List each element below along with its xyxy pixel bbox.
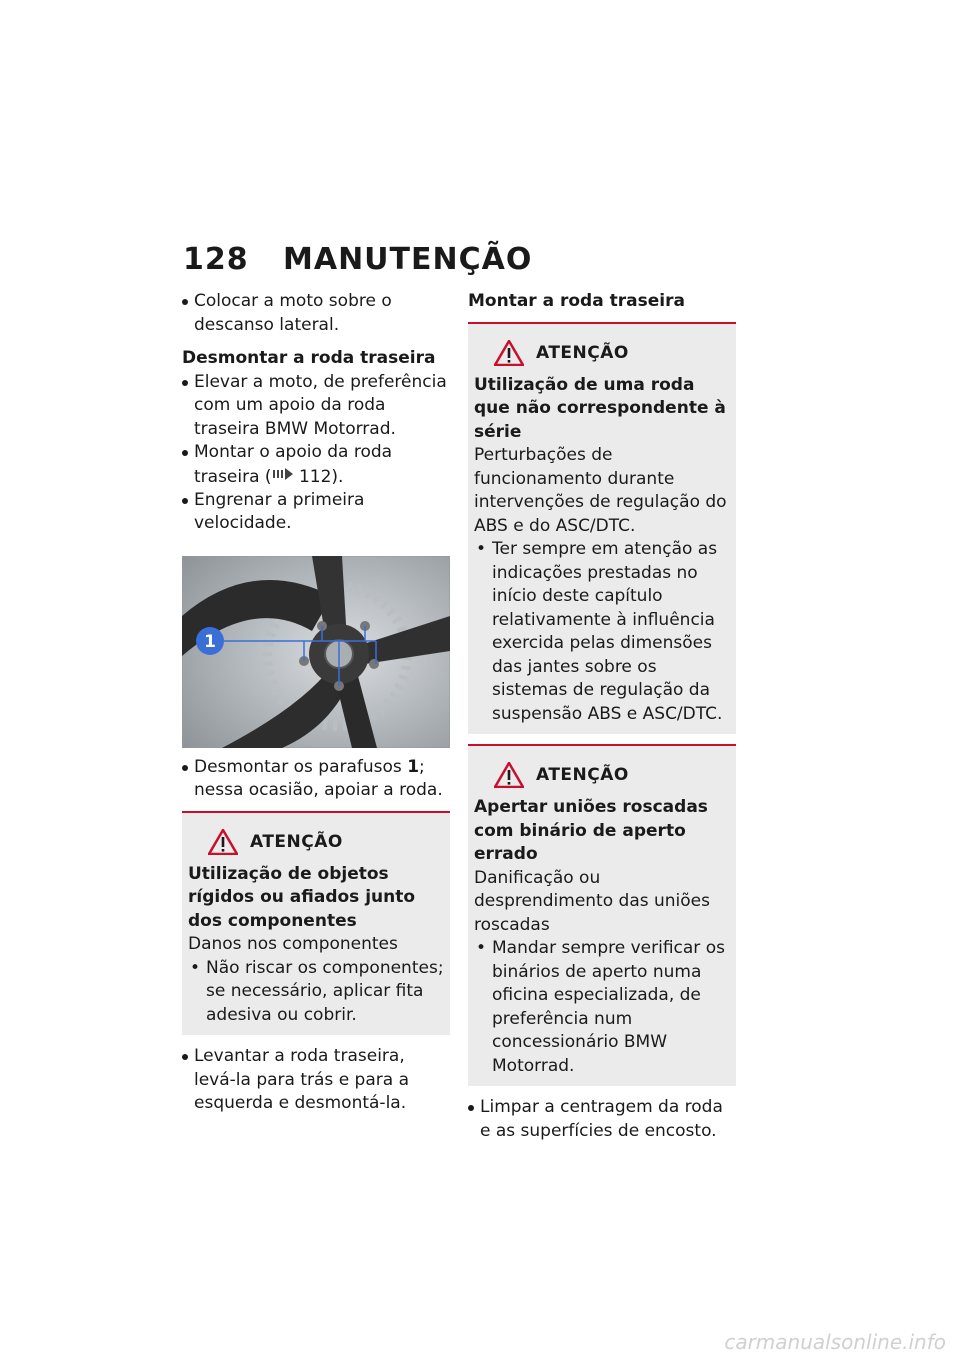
lift-remove-bullet: Levantar a roda traseira, levá-la para trás e para a esquerda e desmontá-la. <box>182 1045 450 1116</box>
watermark: carmanualsonline.info <box>724 1330 946 1354</box>
section-title: MANUTENÇÃO <box>283 242 533 277</box>
right-column <box>468 290 736 1143</box>
warning-text: Perturbações de funcionamento durante intervenções de regulação do ABS e do ASC/DTC. <box>474 445 727 536</box>
warning-subtitle: Utilização de objetos rígidos ou afiados junto dos componentes <box>188 863 416 931</box>
left-column <box>182 290 450 1116</box>
screws-bullet <box>182 756 450 803</box>
screws-ref: 1 <box>407 756 420 777</box>
intro-bullet: Colocar a moto sobre o descanso lateral. <box>182 290 450 337</box>
screws-text: Desmontar os parafusos <box>194 756 408 777</box>
warning-title: ATENÇÃO <box>250 831 343 852</box>
install-wheel-heading: Montar a roda traseira <box>468 291 685 311</box>
warning-header <box>188 829 444 855</box>
warning-text: Danos nos componentes <box>188 934 398 955</box>
lift-bullet: Elevar a moto, de preferência com um apoio da roda traseira BMW Motorrad. <box>182 371 450 442</box>
warning-box-torque <box>468 744 736 1086</box>
warning-box-non-series-wheel <box>468 322 736 735</box>
warning-subtitle: Apertar uniões roscadas com binário de aperto errado <box>474 797 708 864</box>
screws-text-end: ; nessa ocasião, apoiar a roda. <box>194 756 443 801</box>
warning-text: Danificação ou desprendimento das uniões roscadas <box>474 867 710 935</box>
warning-triangle-icon <box>494 340 524 366</box>
warning-header <box>474 340 730 366</box>
warning-triangle-icon <box>208 829 238 855</box>
warning-title: ATENÇÃO <box>536 765 629 785</box>
clean-bullet: Limpar a centragem da roda e as superfícies de encosto. <box>468 1096 736 1143</box>
figure-callout-1: 1 <box>204 631 216 652</box>
stand-bullet-text: Montar o apoio da roda traseira ( <box>194 442 393 487</box>
warning-instruction: • Mandar sempre verificar os binários de aperto numa oficina especializada, de preferência num concessionário BMW Motorrad. <box>474 937 730 1078</box>
page-reference-icon <box>272 465 294 489</box>
stand-bullet-end: ). <box>331 466 344 487</box>
warning-subtitle: Utilização de uma roda que não correspondente à série <box>474 374 726 442</box>
warning-header <box>474 762 730 788</box>
page-number: 128 <box>183 242 249 277</box>
warning-triangle-icon <box>494 762 524 788</box>
rear-wheel-photo <box>182 556 450 748</box>
warning-title: ATENÇÃO <box>536 342 629 363</box>
warning-instruction: • Não riscar os componentes; se necessário, aplicar fita adesiva ou cobrir. <box>188 957 444 1028</box>
page-reference-number[interactable]: 112 <box>298 466 332 487</box>
warning-instruction: • Ter sempre em atenção as indicações prestadas no início deste capítulo relativamente à influência exercida pelas dimensões das jantes sobre os sistemas de regulação da suspensão ABS e ASC/DTC. <box>474 538 730 726</box>
stand-bullet <box>182 441 450 489</box>
gear-bullet: Engrenar a primeira velocidade. <box>182 489 450 536</box>
remove-wheel-heading: Desmontar a roda traseira <box>182 348 436 368</box>
warning-box-rigid-objects <box>182 811 450 1036</box>
